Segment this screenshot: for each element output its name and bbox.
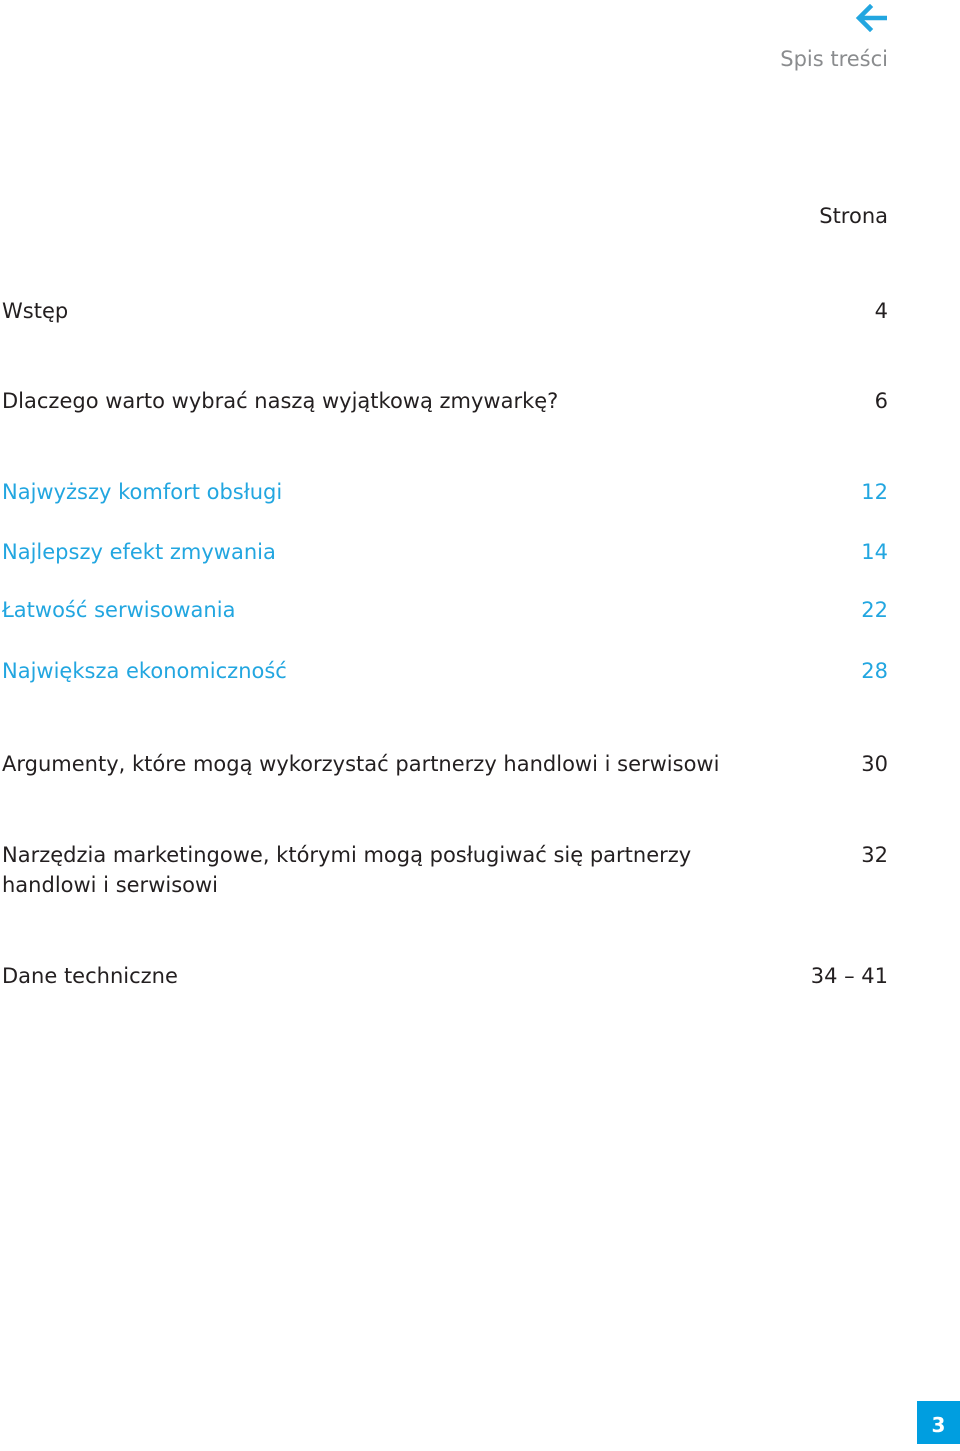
- toc-entry-page: 32: [861, 843, 888, 867]
- toc-entry-title: Najlepszy efekt zmywania: [2, 540, 276, 564]
- page-column-header: Strona: [819, 204, 888, 228]
- page-number-badge: 3: [917, 1401, 960, 1444]
- toc-entry-page: 34 – 41: [810, 964, 888, 988]
- toc-entry-page: 28: [861, 659, 888, 683]
- toc-entry-title: Dlaczego warto wybrać naszą wyjątkową zmywarkę?: [2, 389, 559, 413]
- toc-entry-title: Wstęp: [2, 299, 69, 323]
- toc-entry-why-choose[interactable]: [2, 386, 888, 416]
- toc-entry-title: Argumenty, które mogą wykorzystać partnerzy handlowi i serwisowi: [2, 752, 720, 776]
- toc-entry-page: 6: [874, 389, 888, 413]
- toc-entry-washing-effect[interactable]: [2, 537, 888, 567]
- table-of-contents-link[interactable]: Spis treści: [780, 47, 888, 71]
- toc-entry-servicing[interactable]: [2, 595, 888, 625]
- toc-entry-comfort[interactable]: [2, 477, 888, 507]
- toc-entry-page: 12: [861, 480, 888, 504]
- toc-entry-title: Najwyższy komfort obsługi: [2, 480, 283, 504]
- toc-entry-page: 4: [874, 299, 888, 323]
- toc-entry-marketing-tools[interactable]: [2, 840, 888, 900]
- toc-entry-page: 22: [861, 598, 888, 622]
- toc-entry-arguments[interactable]: [2, 749, 888, 779]
- toc-entry-title: Największa ekonomiczność: [2, 659, 287, 683]
- toc-entry-page: 30: [861, 752, 888, 776]
- back-arrow-icon[interactable]: [854, 4, 890, 32]
- toc-entry-economy[interactable]: [2, 656, 888, 686]
- toc-entry-title: Dane techniczne: [2, 964, 178, 988]
- toc-entry-title: Narzędzia marketingowe, którymi mogą posługiwać się partnerzy handlowi i serwisowi: [2, 843, 692, 897]
- toc-entry-title: Łatwość serwisowania: [2, 598, 236, 622]
- toc-entry-page: 14: [861, 540, 888, 564]
- toc-entry-technical-data[interactable]: [2, 961, 888, 991]
- toc-entry-introduction[interactable]: [2, 296, 888, 326]
